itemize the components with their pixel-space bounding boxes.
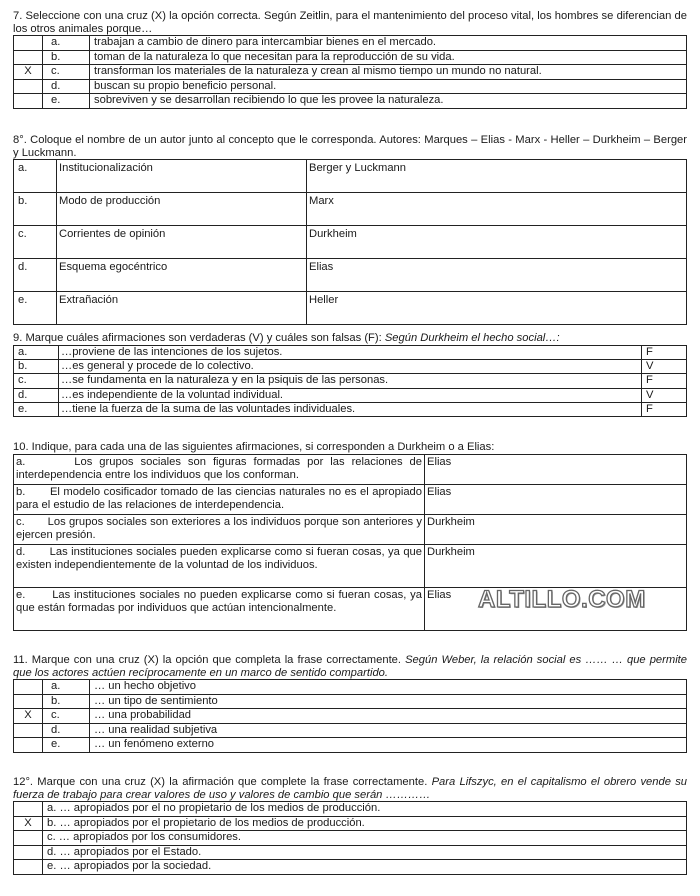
table-row[interactable] (14, 680, 687, 695)
answer-cell[interactable]: Durkheim (425, 544, 687, 587)
table-row (14, 544, 687, 587)
answer-cell[interactable]: V (642, 359, 687, 373)
option-text: … un fenómeno externo (90, 738, 687, 753)
row-letter: d. (14, 388, 59, 402)
mark-cell[interactable]: X (14, 65, 43, 80)
option-text: d. … apropiados por el Estado. (43, 845, 687, 860)
concept-cell: Institucionalización (57, 160, 307, 193)
row-letter: b. (14, 193, 57, 226)
question-9-prompt-italic: Según Durkheim el hecho social…: (384, 332, 560, 344)
question-12-prompt-plain: 12°. Marque con una cruz (X) la afirmación que complete la frase correctamente. (13, 776, 428, 788)
statement-cell (14, 544, 425, 587)
table-row[interactable] (14, 738, 687, 753)
option-text: buscan su propio beneficio personal. (90, 79, 687, 94)
statement-cell: …tiene la fuerza de la suma de las voluntades individuales. (59, 403, 642, 417)
question-11-prompt (13, 654, 687, 679)
statement-cell: …proviene de las intenciones de los sujetos. (59, 345, 642, 359)
table-row[interactable] (14, 65, 687, 80)
question-9 (13, 332, 687, 417)
question-8 (13, 134, 687, 325)
option-text: a. … apropiados por el no propietario de los medios de producción. (43, 802, 687, 817)
question-9-table (13, 345, 687, 418)
row-letter: c. (16, 515, 25, 528)
table-row (14, 388, 687, 402)
option-letter: b. (43, 694, 90, 709)
mark-cell[interactable] (14, 79, 43, 94)
concept-cell: Extrañación (57, 292, 307, 325)
table-row[interactable] (14, 694, 687, 709)
table-row (14, 345, 687, 359)
table-row (14, 403, 687, 417)
table-row[interactable] (14, 50, 687, 65)
mark-cell[interactable]: X (14, 709, 43, 724)
concept-cell: Esquema egocéntrico (57, 259, 307, 292)
option-text: toman de la naturaleza lo que necesitan para la reproducción de su vida. (90, 50, 687, 65)
row-letter: d. (14, 259, 57, 292)
row-letter: b. (14, 359, 59, 373)
row-letter: d. (16, 545, 26, 558)
row-letter: e. (16, 588, 26, 601)
table-row (14, 359, 687, 373)
table-row[interactable] (14, 723, 687, 738)
row-letter: a. (14, 160, 57, 193)
statement-cell: …se fundamenta en la naturaleza y en la psiquis de las personas. (59, 374, 642, 388)
row-letter: e. (14, 292, 57, 325)
row-letter: b. (16, 485, 26, 498)
altillo-watermark: ALTILLO.COM (478, 586, 646, 613)
option-letter: a. (43, 680, 90, 695)
question-8-prompt: 8°. Coloque el nombre de un autor junto al concepto que le corresponda. Autores: Marques – Elias - Marx - Heller – Durkheim – Berger y Luckmann. (13, 134, 687, 159)
mark-cell[interactable] (14, 723, 43, 738)
table-row (14, 193, 687, 226)
row-letter: e. (14, 403, 59, 417)
option-letter: e. (43, 738, 90, 753)
statement-text: El modelo cosificador tomado de las ciencias naturales no es el apropiado para el estudio de las relaciones de interdependencia. (16, 485, 422, 511)
author-cell[interactable]: Berger y Luckmann (307, 160, 687, 193)
answer-cell[interactable]: Elias (425, 587, 687, 630)
mark-cell[interactable] (14, 694, 43, 709)
option-text: … una realidad subjetiva (90, 723, 687, 738)
question-12-prompt (13, 776, 687, 801)
question-9-prompt-plain: 9. Marque cuáles afirmaciones son verdaderas (V) y cuáles son falsas (F): (13, 332, 382, 344)
author-cell[interactable]: Durkheim (307, 226, 687, 259)
question-11-prompt-plain: 11. Marque con una cruz (X) la opción que completa la frase correctamente. (13, 654, 402, 666)
question-11-prompt-italic: Según Weber, la relación social es …… … que permite que los actores actúen recíprocamente en un marco de sentido compartido. (13, 654, 688, 679)
option-text: … una probabilidad (90, 709, 687, 724)
answer-cell[interactable]: F (642, 403, 687, 417)
mark-cell[interactable] (14, 845, 43, 860)
answer-cell[interactable]: F (642, 345, 687, 359)
statement-text: Los grupos sociales son figuras formadas por las relaciones de interdependencia entre los individuos que los conforman. (16, 455, 423, 481)
option-text: c. … apropiados por los consumidores. (43, 831, 687, 846)
table-row[interactable] (14, 860, 687, 875)
mark-cell[interactable] (14, 738, 43, 753)
answer-cell[interactable]: F (642, 374, 687, 388)
mark-cell[interactable] (14, 36, 43, 51)
question-12 (13, 776, 687, 875)
table-row[interactable] (14, 816, 687, 831)
option-text: … un hecho objetivo (90, 680, 687, 695)
statement-cell (14, 514, 425, 544)
statement-text: Las instituciones sociales no pueden explicarse como si fueran cosas, ya que están formadas por individuos que actúan intencionalmente. (16, 588, 422, 614)
option-letter: b. (43, 50, 90, 65)
table-row[interactable] (14, 36, 687, 51)
option-text: transforman los materiales de la naturaleza y crean al mismo tiempo un mundo no natural. (90, 65, 687, 80)
option-text: … un tipo de sentimiento (90, 694, 687, 709)
mark-cell[interactable] (14, 50, 43, 65)
row-letter: c. (14, 374, 59, 388)
mark-cell[interactable] (14, 802, 43, 817)
author-cell[interactable]: Elias (307, 259, 687, 292)
option-letter: d. (43, 723, 90, 738)
statement-cell (14, 484, 425, 514)
question-12-options-table (13, 801, 687, 875)
question-11 (13, 654, 687, 753)
table-row[interactable] (14, 831, 687, 846)
question-7 (13, 10, 687, 109)
statement-text: Las instituciones sociales pueden explicarse como si fueran cosas, ya que existen independientemente de la voluntad de los individuos. (16, 545, 422, 571)
statement-cell: …es general y procede de lo colectivo. (59, 359, 642, 373)
author-cell[interactable]: Marx (307, 193, 687, 226)
statement-cell: …es independiente de la voluntad individual. (59, 388, 642, 402)
row-letter: c. (14, 226, 57, 259)
table-row (14, 292, 687, 325)
table-row[interactable] (14, 79, 687, 94)
mark-cell[interactable]: X (14, 816, 43, 831)
answer-cell[interactable]: Durkheim (425, 514, 687, 544)
option-text: b. … apropiados por el propietario de los medios de producción. (43, 816, 687, 831)
row-letter: a. (16, 455, 26, 468)
answer-cell[interactable]: Elias (425, 484, 687, 514)
question-10-prompt: 10. Indique, para cada una de las siguientes afirmaciones, si corresponden a Durkheim o a Elias: (13, 441, 495, 453)
option-letter: c. (43, 65, 90, 80)
option-text: trabajan a cambio de dinero para intercambiar bienes en el mercado. (90, 36, 687, 51)
question-7-prompt: 7. Seleccione con una cruz (X) la opción correcta. Según Zeitlin, para el mantenimiento del proceso vital, los hombres se diferencian de los otros animales porque… (13, 10, 687, 35)
table-row (14, 484, 687, 514)
option-letter: c. (43, 709, 90, 724)
table-row[interactable] (14, 709, 687, 724)
mark-cell[interactable] (14, 94, 43, 109)
option-text: sobreviven y se desarrollan recibiendo lo que les provee la naturaleza. (90, 94, 687, 109)
mark-cell[interactable] (14, 831, 43, 846)
answer-cell[interactable]: Elias (425, 454, 687, 484)
table-row (14, 454, 687, 484)
question-12-prompt-italic: Para Lifszyc, en el capitalismo el obrero vende su fuerza de trabajo para crear valores de uso y valores de cambio que serán ………… (13, 776, 688, 801)
question-7-options-table (13, 35, 687, 109)
answer-cell[interactable]: V (642, 388, 687, 402)
statement-cell (14, 587, 425, 630)
question-11-options-table (13, 679, 687, 753)
mark-cell[interactable] (14, 860, 43, 875)
question-9-prompt (13, 332, 687, 345)
concept-cell: Modo de producción (57, 193, 307, 226)
table-row (14, 514, 687, 544)
concept-cell: Corrientes de opinión (57, 226, 307, 259)
option-text: e. … apropiados por la sociedad. (43, 860, 687, 875)
option-letter: e. (43, 94, 90, 109)
table-row[interactable] (14, 845, 687, 860)
author-cell[interactable]: Heller (307, 292, 687, 325)
mark-cell[interactable] (14, 680, 43, 695)
row-letter: a. (14, 345, 59, 359)
statement-cell (14, 454, 425, 484)
table-row (14, 160, 687, 193)
table-row (14, 374, 687, 388)
table-row (14, 226, 687, 259)
table-row[interactable] (14, 94, 687, 109)
option-letter: a. (43, 36, 90, 51)
question-8-table (13, 159, 687, 325)
statement-text: Los grupos sociales son exteriores a los individuos porque son anteriores y ejercen presión. (16, 515, 422, 541)
option-letter: d. (43, 79, 90, 94)
table-row (14, 259, 687, 292)
table-row[interactable] (14, 802, 687, 817)
